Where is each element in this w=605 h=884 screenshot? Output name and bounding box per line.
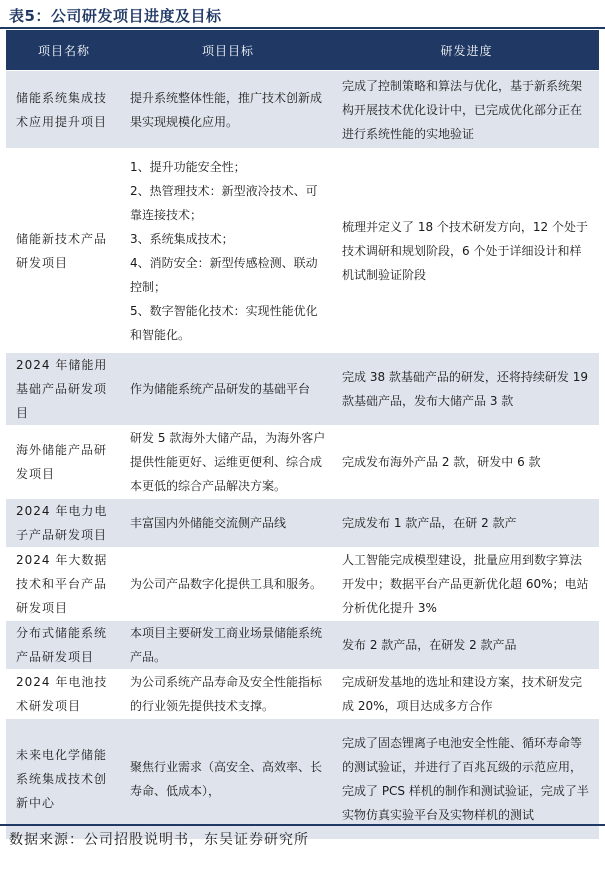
project-goal-cell: 提升系统整体性能，推广技术创新成果实现规模化应用。 — [122, 71, 334, 149]
table-header-row — [6, 30, 599, 71]
title-divider — [0, 27, 605, 29]
project-goal-cell: 为公司系统产品寿命及安全性能指标的行业领先提供技术支撑。 — [122, 670, 334, 719]
progress-cell: 完成发布海外产品 2 款，研发中 6 款 — [334, 426, 599, 499]
table-row — [6, 548, 599, 621]
table-row — [6, 719, 599, 839]
progress-cell: 完成研发基地的选址和建设方案，技术研发完成 20%，项目达成多方合作 — [334, 670, 599, 719]
project-name-cell: 储能新技术产品研发项目 — [6, 149, 122, 353]
project-name-cell: 储能系统集成技术应用提升项目 — [6, 71, 122, 149]
table-row — [6, 499, 599, 548]
progress-cell: 完成了固态锂离子电池安全性能、循环寿命等的测试验证，并进行了百兆瓦级的示范应用，完成了 PCS 样机的制作和测试验证，完成了半实物仿真实验平台及实物样机的测试 — [334, 719, 599, 839]
project-goal-cell: 1、提升功能安全性； 2、热管理技术：新型液冷技术、可靠连接技术； 3、系统集成技术； 4、消防安全：新型传感检测、联动控制； 5、数字智能化技术：实现性能优化和智能化。 — [122, 149, 334, 353]
project-goal-cell: 丰富国内外储能交流侧产品线 — [122, 499, 334, 548]
header-progress: 研发进度 — [334, 30, 599, 71]
progress-cell: 完成了控制策略和算法与优化，基于新系统架构开展技术优化设计中，已完成优化部分正在进行系统性能的实地验证 — [334, 71, 599, 149]
table-title: 表5：公司研发项目进度及目标 — [9, 7, 222, 25]
project-name-cell: 2024 年电池技术研发项目 — [6, 670, 122, 719]
header-project-name: 项目名称 — [6, 30, 122, 71]
table-row — [6, 670, 599, 719]
table-row — [6, 426, 599, 499]
table-row — [6, 149, 599, 353]
project-name-cell: 分布式储能系统产品研发项目 — [6, 621, 122, 670]
progress-cell: 人工智能完成模型建设，批量应用到数字算法开发中；数据平台产品更新优化超 60%；电站分析优化提升 3% — [334, 548, 599, 621]
project-name-cell: 2024 年大数据技术和平台产品研发项目 — [6, 548, 122, 621]
project-name-cell: 2024 年电力电子产品研发项目 — [6, 499, 122, 548]
header-project-goal: 项目目标 — [122, 30, 334, 71]
progress-cell: 发布 2 款产品，在研发 2 款产品 — [334, 621, 599, 670]
bottom-divider — [0, 824, 605, 826]
project-table — [6, 30, 599, 839]
source-note: 数据来源：公司招股说明书，东吴证券研究所 — [9, 832, 309, 848]
project-name-cell: 2024 年储能用基础产品研发项目 — [6, 353, 122, 426]
project-goal-cell: 本项目主要研发工商业场景储能系统产品。 — [122, 621, 334, 670]
project-name-cell: 未来电化学储能系统集成技术创新中心 — [6, 719, 122, 839]
progress-cell: 完成发布 1 款产品，在研 2 款产 — [334, 499, 599, 548]
progress-cell: 完成 38 款基础产品的研发，还将持续研发 19 款基础产品，发布大储产品 3 款 — [334, 353, 599, 426]
project-goal-cell: 研发 5 款海外大储产品，为海外客户提供性能更好、运维更便利、综合成本更低的综合产品解决方案。 — [122, 426, 334, 499]
table-row — [6, 621, 599, 670]
table-row — [6, 71, 599, 149]
table-row — [6, 353, 599, 426]
project-goal-cell: 为公司产品数字化提供工具和服务。 — [122, 548, 334, 621]
project-goal-cell: 聚焦行业需求（高安全、高效率、长寿命、低成本）， — [122, 719, 334, 839]
progress-cell: 梳理并定义了 18 个技术研发方向，12 个处于技术调研和规划阶段，6 个处于详细设计和样机试制验证阶段 — [334, 149, 599, 353]
project-goal-cell: 作为储能系统产品研发的基础平台 — [122, 353, 334, 426]
project-name-cell: 海外储能产品研发项目 — [6, 426, 122, 499]
